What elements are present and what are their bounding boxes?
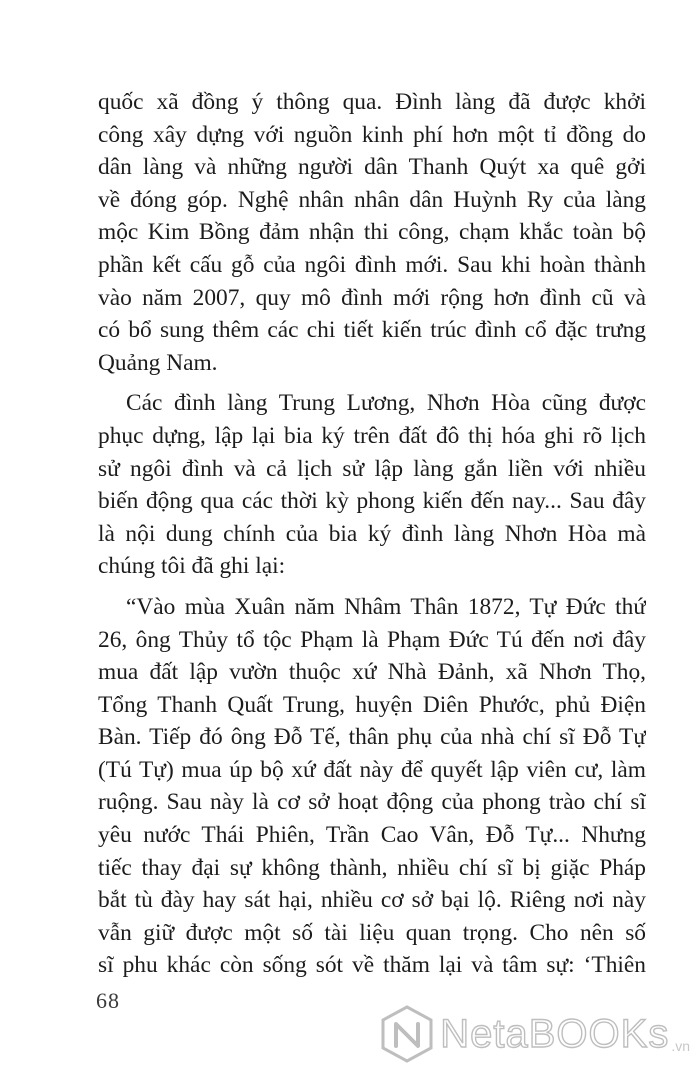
netabooks-logo-icon [380,1004,434,1064]
paragraph [98,591,646,982]
text-line: yêu nước Thái Phiên, Trần Cao Vân, Đỗ Tự... Nhưng [98,822,646,849]
watermark-suffix: .vn [671,1038,690,1054]
text-line: có bổ sung thêm các chi tiết kiến trúc đình cổ đặc trưng [98,317,646,344]
page-number: 68 [96,988,120,1013]
text-line: 26, ông Thủy tổ tộc Phạm là Phạm Đức Tú đến nơi đây [98,626,646,653]
text-line: sử ngôi đình và cả lịch sử lập làng gắn liền với nhiều [98,455,646,482]
text-line: dân làng và những người dân Thanh Quýt xa quê gởi [98,154,646,181]
text-line: “Vào mùa Xuân năm Nhâm Thân 1872, Tự Đức thứ [126,593,646,620]
paragraph [98,387,646,583]
text-line: tiếc thay đại sự không thành, nhiều chí sĩ bị giặc Pháp [98,854,646,881]
text-line: vẫn giữ được một số tài liệu quan trọng. Cho nên số [98,919,646,946]
text-line: bắt tù đày hay sát hại, nhiều cơ sở bại lộ. Riêng nơi này [98,887,646,914]
watermark [380,1004,690,1064]
text-line: về đóng góp. Nghệ nhân nhân dân Huỳnh Ry của làng [98,186,646,213]
text-line: phần kết cấu gỗ của ngôi đình mới. Sau khi hoàn thành [98,251,646,278]
text-line: quốc xã đồng ý thông qua. Đình làng đã được khởi [98,89,646,115]
text-line: Quảng Nam. [98,349,218,376]
text-line: biến động qua các thời kỳ phong kiến đến nay... Sau đây [98,488,646,515]
text-line: mộc Kim Bồng đảm nhận thi công, chạm khắc toàn bộ [98,219,646,246]
text-line: vào năm 2007, quy mô đình mới rộng hơn đình cũ và [98,284,646,311]
text-line: Tổng Thanh Quất Trung, huyện Diên Phước, phủ Điện [98,691,646,718]
text-line: phục dựng, lập lại bia ký trên đất đô thị hóa ghi rõ lịch [98,422,646,449]
text-line: (Tú Tự) mua úp bộ xứ đất này để quyết lập viên cư, làm [98,756,646,783]
text-line: sĩ phu khác còn sống sót về thăm lại và tâm sự: ‘Thiên [98,952,646,979]
text-line: Các đình làng Trung Lương, Nhơn Hòa cũng được [126,390,646,417]
text-line: chúng tôi đã ghi lại: [98,553,286,580]
text-line: công xây dựng với nguồn kinh phí hơn một tỉ đồng do [98,121,646,148]
text-line: ruộng. Sau này là cơ sở hoạt động của phong trào chí sĩ [98,789,646,816]
text-line: là nội dung chính của bia ký đình làng Nhơn Hòa mà [98,520,646,547]
paragraph [98,86,646,379]
watermark-brand: NetaBOOKs [440,1012,670,1056]
text-line: mua đất lập vườn thuộc xứ Nhà Đảnh, xã Nhơn Thọ, [98,659,646,686]
page-body [98,86,646,982]
text-line: Bàn. Tiếp đó ông Đỗ Tế, thân phụ của nhà chí sĩ Đỗ Tự [98,724,646,751]
